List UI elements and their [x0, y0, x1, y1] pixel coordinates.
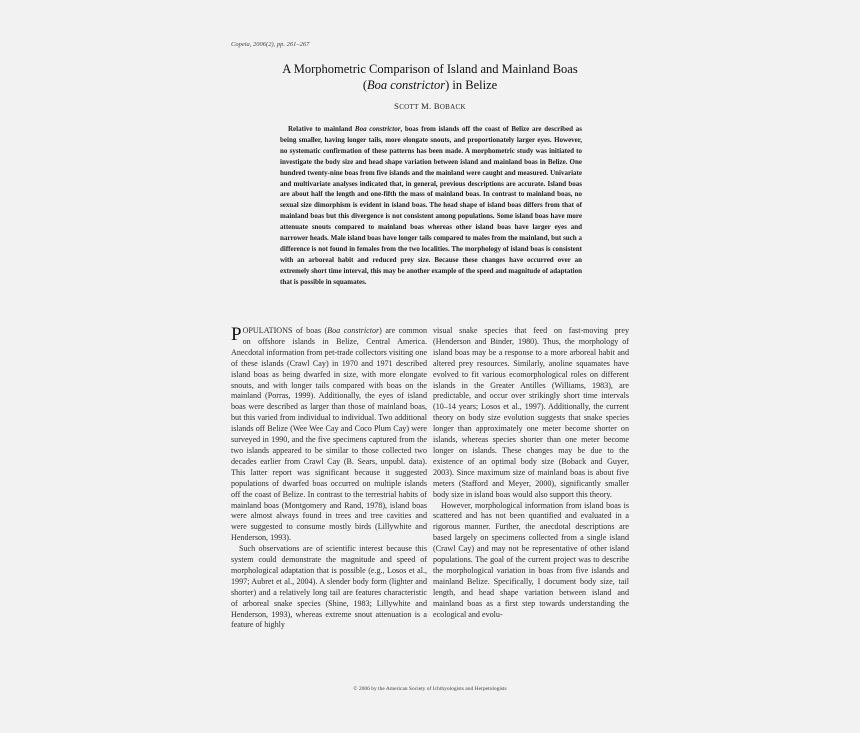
title-paren-close: )	[445, 78, 450, 92]
title-line-2	[180, 77, 680, 93]
abstract-lead: Relative to mainland	[288, 125, 355, 133]
body-column-right	[433, 326, 629, 620]
intro-paragraph-2: Such observations are of scientific interest because this system could demonstrate the magnitude and speed of morphological adaptation that is possible (e.g., Losos et al., 1997; Aubret et al., 2004). A slender body form (lighter and shorter) and a relatively long tail are features characteristic of arboreal snake species (Shine, 1983; Lillywhite and Henderson, 1993), whereas extreme snout attenuation is a feature of highly	[231, 544, 427, 630]
title-line-1: A Morphometric Comparison of Island and Mainland Boas	[282, 62, 578, 76]
abstract	[280, 124, 582, 288]
author-byline	[180, 101, 680, 111]
intro-p1-species: Boa constrictor	[327, 326, 380, 335]
author-middle: M.	[418, 101, 434, 111]
intro-paragraph-4: However, morphological information from island boas is scattered and has not been quantified and evaluated in a rigorous manner. Further, the anecdotal descriptions are based largely on specimens collected from a single island (Crawl Cay) and may not be representative of other island populations. The goal of the current project was to describe the morphological variation in boas from five islands and mainland Belize. Specifically, I document body size, tail length, and head shape variation between island and mainland boas as a first step towards understanding the ecological and evolu-	[433, 500, 629, 619]
body-column-left	[231, 326, 427, 631]
title-species: Boa constrictor	[366, 78, 446, 92]
copyright-footer: © 2006 by the American Society of Ichthyologists and Herpetologists	[353, 686, 507, 692]
journal-reference: Copeia, 2006(2), pp. 261–267	[231, 41, 310, 48]
intro-paragraph-1	[231, 326, 427, 544]
abstract-body: , boas from islands off the coast of Belize are described as being smaller, having longer tails, more elongate snouts, and proportionately larger eyes. However, no systematic confirmation of these patterns has been made. A morphometric study was initiated to investigate the body size and head shape variation between island and mainland boas in Belize. One hundred twenty-nine boas from five islands and the mainland were caught and measured. Univariate and multivariate analyses indicated that, in general, previous descriptions are accurate. Island boas are about half the length and one-fifth the mass of mainland boas. In contrast to mainland boas, no sexual size dimorphism is evident in island boas. The head shape of island boas differs from that of mainland boas but this divergence is not consistent among populations. Some island boas have more attenuate snouts compared to mainland boas whereas other island boas have larger eyes and narrower heads. Male island boas have longer tails compared to males from the mainland, but such a difference is not found in females from the two localities. The morphology of island boas is consistent with an arboreal habit and reduced prey size. Because these changes have occurred over an extremely short time interval, this may be another example of the speed and magnitude of adaptation that is possible in squamates.	[280, 125, 582, 286]
title-location: in Belize	[449, 78, 498, 92]
intro-p1-lead: OPULATIONS of boas (	[242, 326, 328, 335]
drop-cap: P	[231, 324, 242, 345]
author-first-rest: COTT	[399, 103, 419, 111]
abstract-species: Boa constrictor	[354, 125, 401, 133]
intro-p1-body: ) are common on offshore islands in Belize, Central America. Anecdotal information from pet-trade collectors visiting one of these islands (Crawl Cay) in 1970 and 1971 described island boas as being dwarfed in size, with more elongate snouts, and with longer tails compared with boas on the mainland (Porras, 1999). Additionally, the eyes of island boas were described as larger than those of mainland boas, but this varied from individual to individual. Two additional islands off Belize (Wee Wee Cay and Coco Plum Cay) were surveyed in 1990, and the five specimens captured from the two islands appeared to be similar to those collected two decades earlier from Crawl Cay (B. Sears, unpubl. data). This latter report was significant because it suggested populations of dwarfed boas occurred on multiple islands off the coast of Belize. In contrast to the terrestrial habits of mainland boas (Montgomery and Rand, 1978), island boas were almost always found in trees and tree cavities and were suggested to consume mostly birds (Lillywhite and Henderson, 1993).	[231, 326, 427, 543]
intro-paragraph-3: visual snake species that feed on fast-moving prey (Henderson and Binder, 1980). Thus, the morphology of island boas may be a response to a more arboreal habit and altered prey resources. Similarly, anoline squamates have evolved to fit various ecomorphological roles on different islands in the Greater Antilles (Williams, 1983), are predictable, and occur over strikingly short time intervals (10–14 years; Losos et al., 1997). Additionally, the current theory on body size evolution suggests that snake species longer than approximately one meter become shorter on islands, whereas species shorter than one meter become longer on islands. These changes may be due to the existence of an optimal body size (Boback and Guyer, 2003). Since maximum size of mainland boas is about five meters (Stafford and Meyer, 2000), significantly smaller body size in island boas would also support this theory.	[433, 326, 629, 499]
author-first-initial: S	[394, 101, 400, 111]
article-title	[180, 61, 680, 93]
title-paren-open: (	[362, 78, 367, 92]
author-last-initial: B	[433, 101, 440, 111]
author-last-rest: OBACK	[439, 103, 466, 111]
